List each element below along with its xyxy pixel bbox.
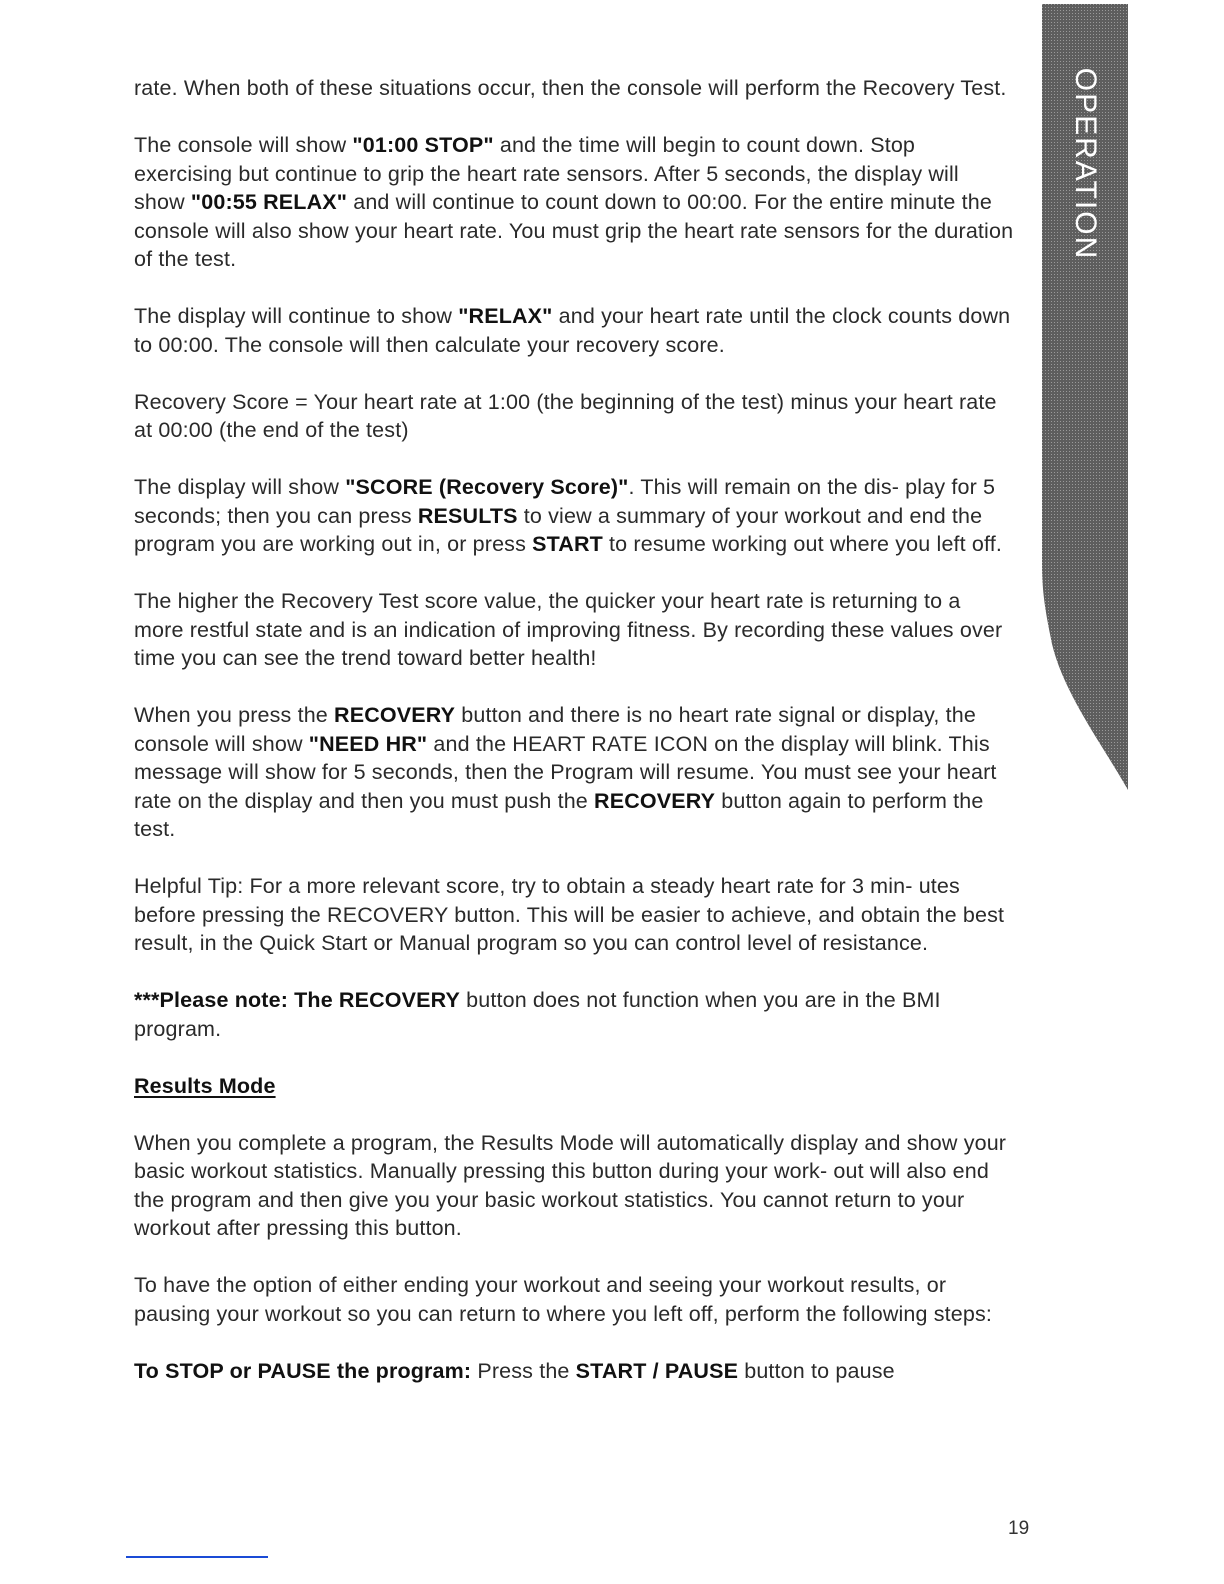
text-segment: Press the xyxy=(471,1358,576,1383)
text-segment: to resume working out where you left off. xyxy=(602,532,1003,556)
note-emphasis: ***Please note: The RECOVERY xyxy=(134,988,460,1012)
text-segment: The console will show xyxy=(134,133,353,157)
footer-rule xyxy=(126,1556,268,1558)
text-segment: and the time will begin to count down. Stop exercising but continue to grip the heart rate sensors. After 5 seconds, the display will show xyxy=(134,133,959,214)
recovery-button-name: RECOVERY xyxy=(334,703,456,727)
paragraph-recovery-score-formula: Recovery Score = Your heart rate at 1:00 (the beginning of the test) minus your heart rate at 00:00 (the end of the test) xyxy=(134,389,997,442)
paragraph-stop-relax xyxy=(134,131,1014,274)
section-heading-results-mode: Results Mode xyxy=(134,1073,276,1098)
operation-side-tab xyxy=(1042,4,1128,794)
paragraph-score-display xyxy=(134,473,1014,559)
text-segment: button and there is no heart rate signal or display, the console will show xyxy=(134,703,977,756)
start-button-name: START xyxy=(532,532,603,556)
paragraph-options: To have the option of either ending your workout and seeing your workout results, or pausing your workout so you can return to where you left off, perform the following steps: xyxy=(134,1273,993,1326)
text-segment: and the HEART RATE ICON on the display will blink. This message will show for 5 seconds, then the Program will resume. You must see your heart rate on the display and then you must push the xyxy=(134,731,997,813)
text-segment: button to pause xyxy=(738,1358,895,1383)
results-button-name: RESULTS xyxy=(417,503,518,528)
paragraph-score-meaning: The higher the Recovery Test score value, the quicker your heart rate is returning to a more restful state and is an indication of improving fitness. By recording these values over time you can see the trend toward better health! xyxy=(134,589,1003,670)
page-number: 19 xyxy=(1008,1518,1030,1539)
paragraph-results-mode: When you complete a program, the Results Mode will automatically display and show your basic workout statistics. Manually pressing this button during your work- out will also end the program and then give you your basic workout statistics. You cannot return to your workout after pressing this button. xyxy=(134,1130,1007,1240)
text-segment: and will continue to count down to 00:00. For the entire minute the console will also show your heart rate. You must grip the heart rate sensors for the duration of the test. xyxy=(134,190,1014,271)
paragraph-recovery-test-intro: rate. When both of these situations occur, then the console will perform the Recovery Test. xyxy=(134,76,1007,100)
paragraph-need-hr xyxy=(134,701,1014,844)
side-tab-label: OPERATION xyxy=(1069,67,1102,261)
text-segment: button again to perform the test. xyxy=(134,788,984,841)
display-message-score: "SCORE (Recovery Score)" xyxy=(345,475,629,499)
step-heading-stop-pause: To STOP or PAUSE the program: xyxy=(134,1358,472,1383)
display-message-relax: "RELAX" xyxy=(458,304,553,328)
display-message-stop: "01:00 STOP" xyxy=(352,133,494,157)
paragraph-please-note xyxy=(134,986,1014,1043)
text-segment: to view a summary of your workout and end the program you are working out in, or press xyxy=(134,503,983,556)
text-segment: When you press the xyxy=(134,703,335,727)
text-segment: and your heart rate until the clock counts down to 00:00. The console will then calculate your recovery score. xyxy=(134,304,1011,357)
paragraph-stop-pause xyxy=(134,1357,1014,1386)
page-body xyxy=(134,74,1014,1414)
start-pause-button-name: START / PAUSE xyxy=(575,1358,739,1383)
text-segment: button does not function when you are in the BMI program. xyxy=(134,988,941,1041)
paragraph-relax-countdown xyxy=(134,302,1014,359)
text-segment: The display will continue to show xyxy=(134,304,459,328)
display-message-relax: "00:55 RELAX" xyxy=(190,190,348,214)
text-segment: The display will show xyxy=(134,475,346,499)
text-segment: . This will remain on the dis- play for 5 seconds; then you can press xyxy=(134,475,996,528)
display-message-need-hr: "NEED HR" xyxy=(308,731,428,756)
paragraph-helpful-tip: Helpful Tip: For a more relevant score, try to obtain a steady heart rate for 3 min- utes before pressing the RECOVERY button. This will be easier to achieve, and obtain the best result, in the Quick Start or Manual program so you can control level of resistance. xyxy=(134,874,1005,955)
recovery-button-name: RECOVERY xyxy=(594,788,716,813)
